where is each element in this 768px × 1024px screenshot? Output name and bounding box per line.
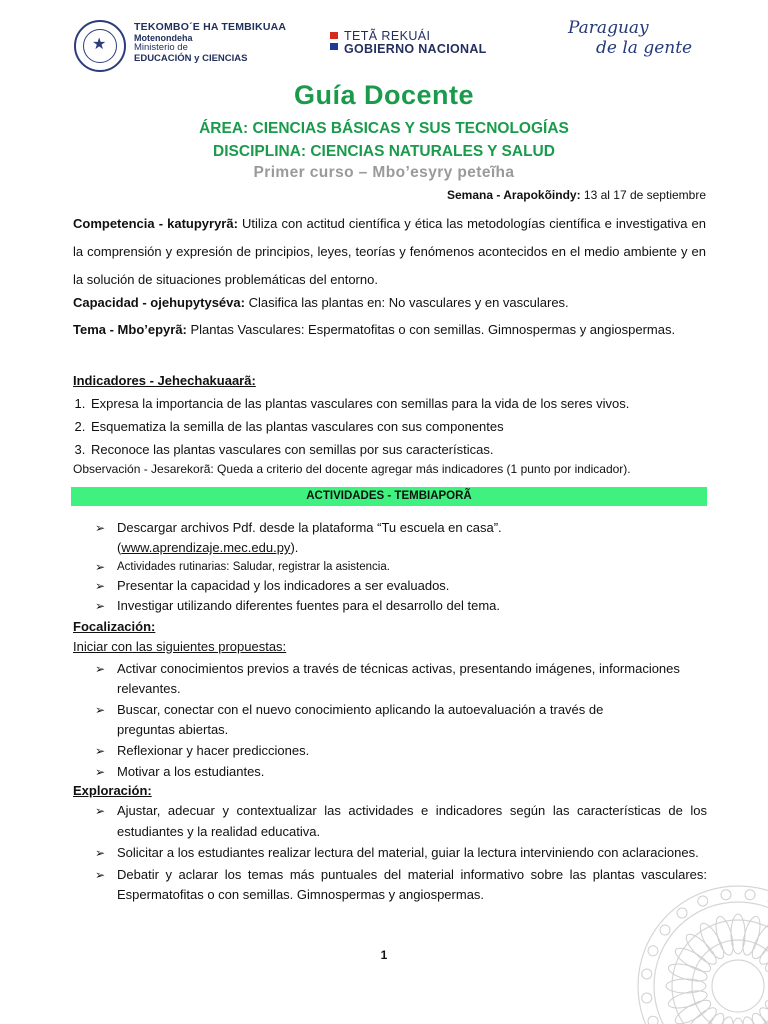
focalizacion-text: Buscar, conectar con el nuevo conocimiento aplicando la autoevaluación a través de preguntas abiertas.	[117, 702, 604, 737]
ministry-line4: EDUCACIÓN y CIENCIAS	[134, 52, 248, 64]
exploracion-text: Solicitar a los estudiantes realizar lectura del material, guiar la lectura interviniendo con aclaraciones.	[117, 845, 699, 860]
arrow-bullet-icon: ➢	[95, 703, 106, 717]
page-title: Guía Docente	[293, 80, 475, 110]
exploracion-list	[95, 801, 707, 906]
area-heading: ÁREA: CIENCIAS BÁSICAS Y SUS TECNOLOGÍAS	[199, 120, 569, 137]
course-heading: Primer curso – Mbo’esyry peteĩha	[253, 164, 515, 181]
arrow-bullet-icon: ➢	[95, 846, 106, 860]
focalizacion-text: Reflexionar y hacer predicciones.	[117, 743, 310, 758]
capacidad-text: Clasifica las plantas en: No vasculares y en vasculares.	[244, 295, 569, 310]
gov-line1: TETÃ REKUÁI	[344, 29, 431, 43]
list-item	[95, 762, 707, 782]
list-item: 3. Reconoce las plantas vasculares con semillas por sus características.	[89, 438, 719, 461]
focalizacion-text: Motivar a los estudiantes.	[117, 764, 265, 779]
arrow-bullet-icon: ➢	[95, 579, 106, 593]
page-header	[72, 16, 712, 72]
activity-text: Actividades rutinarias: Saludar, registrar la asistencia.	[117, 561, 390, 573]
competencia-paragraph	[73, 210, 706, 294]
arrow-bullet-icon: ➢	[95, 599, 106, 613]
exploracion-text: Ajustar, adecuar y contextualizar las actividades e indicadores según las características de los estudiantes y la realidad educativa.	[117, 803, 707, 839]
lace-ornament-icon	[628, 876, 768, 1024]
brand-line2: de la gente	[596, 38, 693, 58]
activity-text: Presentar la capacidad y los indicadores a ser evaluados.	[117, 578, 450, 593]
list-item	[95, 518, 507, 558]
tema-paragraph	[73, 316, 706, 343]
list-item: 1. Expresa la importancia de las plantas vasculares con semillas para la vida de los seres vivos.	[89, 392, 719, 415]
arrow-bullet-icon: ➢	[95, 560, 106, 574]
paraguay-flag-icon	[330, 32, 338, 54]
national-seal-icon: ★	[74, 20, 126, 72]
arrow-bullet-icon: ➢	[95, 867, 106, 882]
actividades-list	[95, 518, 707, 616]
capacidad-label: Capacidad - ojehupytyséva:	[73, 295, 245, 310]
focalizacion-subtitle: Iniciar con las siguientes propuestas:	[73, 639, 287, 654]
tema-label: Tema - Mbo’epyrã:	[73, 322, 187, 337]
list-item	[95, 865, 707, 906]
week-line	[447, 188, 706, 202]
arrow-bullet-icon: ➢	[95, 744, 106, 758]
focalizacion-text: Activar conocimientos previos a través de técnicas activas, presentando imágenes, informaciones relevantes.	[117, 661, 680, 696]
list-item	[95, 700, 707, 740]
competencia-text: Utiliza con actitud científica y ética las metodologías científica e investigativa en la comprensión y expresión de principios, leyes, teorías y fenómenos acontecidos en el medio ambiente y en la solución de situaciones problemáticas del entorno.	[73, 216, 706, 287]
week-label: Semana - Arapokõindy:	[446, 188, 581, 202]
activity-text: Descargar archivos Pdf. desde la plataforma “Tu escuela en casa”.(	[117, 520, 502, 555]
arrow-bullet-icon: ➢	[95, 804, 106, 818]
indicadores-list	[70, 392, 719, 461]
arrow-bullet-icon: ➢	[95, 521, 106, 535]
arrow-bullet-icon: ➢	[95, 662, 106, 676]
list-item: 2. Esquematiza la semilla de las plantas vasculares con sus componentes	[89, 415, 719, 438]
gov-line2: GOBIERNO NACIONAL	[344, 42, 487, 56]
competencia-label: Competencia - katupyryrã:	[73, 216, 238, 231]
ministry-logo	[134, 22, 304, 64]
government-logo	[330, 30, 530, 60]
list-item	[95, 843, 707, 864]
list-item	[95, 801, 707, 842]
indicadores-title: Indicadores - Jehechakuaarã:	[73, 373, 256, 388]
week-value: 13 al 17 de septiembre	[580, 188, 706, 202]
brand-logo	[568, 18, 698, 58]
activity-text-end: ).	[290, 540, 299, 555]
exploracion-title: Exploración:	[73, 783, 152, 798]
focalizacion-list	[95, 659, 707, 782]
list-item	[95, 576, 707, 596]
list-item	[95, 741, 707, 761]
list-item	[95, 596, 707, 616]
focalizacion-title: Focalización:	[73, 619, 156, 634]
ministry-line1: TEKOMBO´E HA TEMBIKUAA	[134, 21, 287, 33]
exploracion-text: Debatir y aclarar los temas más puntuales del material informativo sobre las plantas vasculares: Espermatofitas o con semillas. Gimnospermas y angiospermas.	[117, 866, 707, 902]
discipline-heading: DISCIPLINA: CIENCIAS NATURALES Y SALUD	[213, 143, 555, 160]
ministry-line2: Motenondeha	[134, 32, 193, 43]
observacion-note: Observación - Jesarekorã: Queda a criterio del docente agregar más indicadores (1 punto por indicador).	[73, 462, 631, 476]
capacidad-paragraph	[73, 294, 706, 312]
platform-link[interactable]: www.aprendizaje.mec.edu.py	[121, 540, 291, 555]
ministry-line3: Ministerio de	[134, 42, 188, 53]
list-item	[95, 659, 707, 699]
list-item	[95, 558, 707, 576]
arrow-bullet-icon: ➢	[95, 765, 106, 779]
brand-line1: Paraguay	[568, 18, 649, 38]
actividades-heading: ACTIVIDADES - TEMBIAPORÃ	[71, 487, 707, 506]
tema-text: Plantas Vasculares: Espermatofitas o con semillas. Gimnospermas y angiospermas.	[186, 322, 676, 337]
page-number: 1	[380, 948, 388, 962]
activity-text: Investigar utilizando diferentes fuentes para el desarrollo del tema.	[117, 598, 500, 613]
